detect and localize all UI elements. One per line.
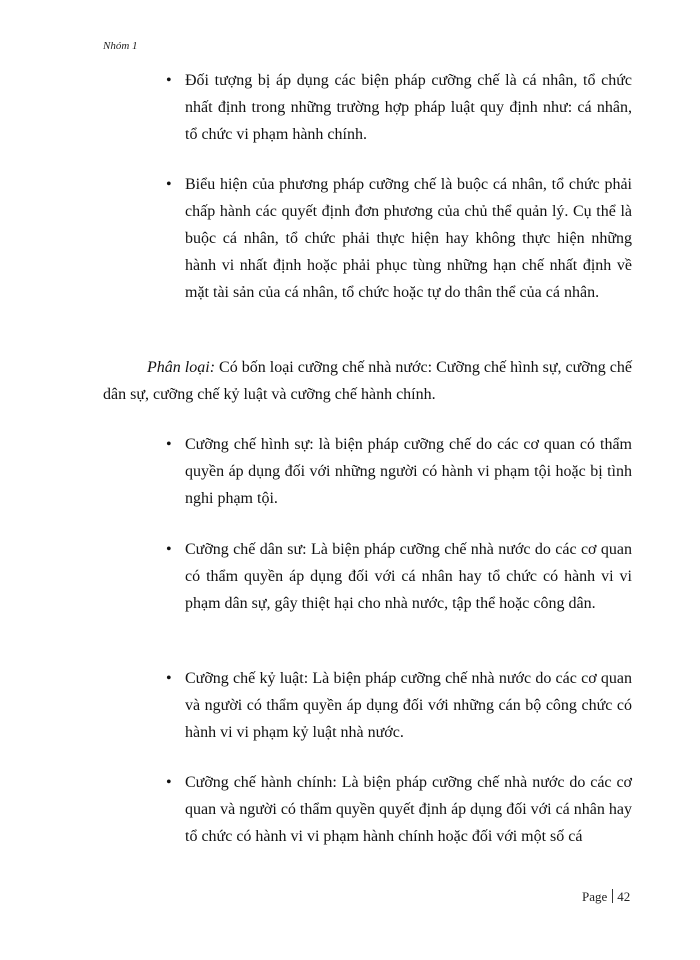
bullet-dot-icon: • <box>166 176 172 193</box>
bullet-text: Cưỡng chế kỷ luật: Là biện pháp cưỡng chế nhà nước do các cơ quan và người có thẩm quyền áp dụng đối với những cán bộ công chức có hành vi vi phạm kỷ luật nhà nước. <box>185 670 632 741</box>
bullet-dot-icon: • <box>166 670 172 687</box>
bullet-text: Cưỡng chế hành chính: Là biện pháp cưỡng chế nhà nước do các cơ quan và người có thẩm quyền quyết định áp dụng đối với cá nhân hay tổ chức có hành vi vi phạm hành chính hoặc đối với một số cá <box>185 774 632 845</box>
page-number: 42 <box>617 889 631 904</box>
bullet-dot-icon: • <box>166 436 172 453</box>
classification-paragraph <box>103 354 632 408</box>
page-header: Nhóm 1 <box>103 40 138 52</box>
page-footer <box>582 889 630 905</box>
bullet-item-civil <box>166 536 632 617</box>
bullet-item-subject <box>166 67 632 148</box>
bullet-item-administrative <box>166 769 632 850</box>
bullet-dot-icon: • <box>166 774 172 791</box>
bullet-text: Cưỡng chế hình sự: là biện pháp cưỡng chế do các cơ quan có thẩm quyền áp dụng đối với những người có hành vi phạm tội hoặc bị tình nghi phạm tội. <box>185 436 632 507</box>
bullet-dot-icon: • <box>166 72 172 89</box>
footer-separator <box>612 889 613 903</box>
bullet-item-manifestation <box>166 171 632 306</box>
bullet-dot-icon: • <box>166 541 172 558</box>
classification-lead: Phân loại: <box>147 359 216 376</box>
bullet-text: Đối tượng bị áp dụng các biện pháp cưỡng chế là cá nhân, tổ chức nhất định trong những trường hợp pháp luật quy định như: cá nhân, tổ chức vi phạm hành chính. <box>185 72 632 143</box>
bullet-item-disciplinary <box>166 665 632 746</box>
bullet-text: Biểu hiện của phương pháp cưỡng chế là buộc cá nhân, tổ chức phải chấp hành các quyết định đơn phương của chủ thể quản lý. Cụ thể là buộc cá nhân, tổ chức phải thực hiện hay không thực hiện những hành vi nhất định hoặc phải phục tùng những hạn chế nhất định về mặt tài sản của cá nhân, tổ chức hoặc tự do thân thể của cá nhân. <box>185 176 632 301</box>
classification-text: Có bốn loại cưỡng chế nhà nước: Cưỡng chế hình sự, cưỡng chế dân sự, cưỡng chế kỷ luật và cưỡng chế hành chính. <box>103 359 632 403</box>
page-label: Page <box>582 889 608 904</box>
bullet-text: Cưỡng chế dân sư: Là biện pháp cưỡng chế nhà nước do các cơ quan có thẩm quyền áp dụng đối với cá nhân hay tổ chức có hành vi vi phạm dân sự, gây thiệt hại cho nhà nước, tập thể hoặc công dân. <box>185 541 632 612</box>
bullet-item-criminal <box>166 431 632 512</box>
